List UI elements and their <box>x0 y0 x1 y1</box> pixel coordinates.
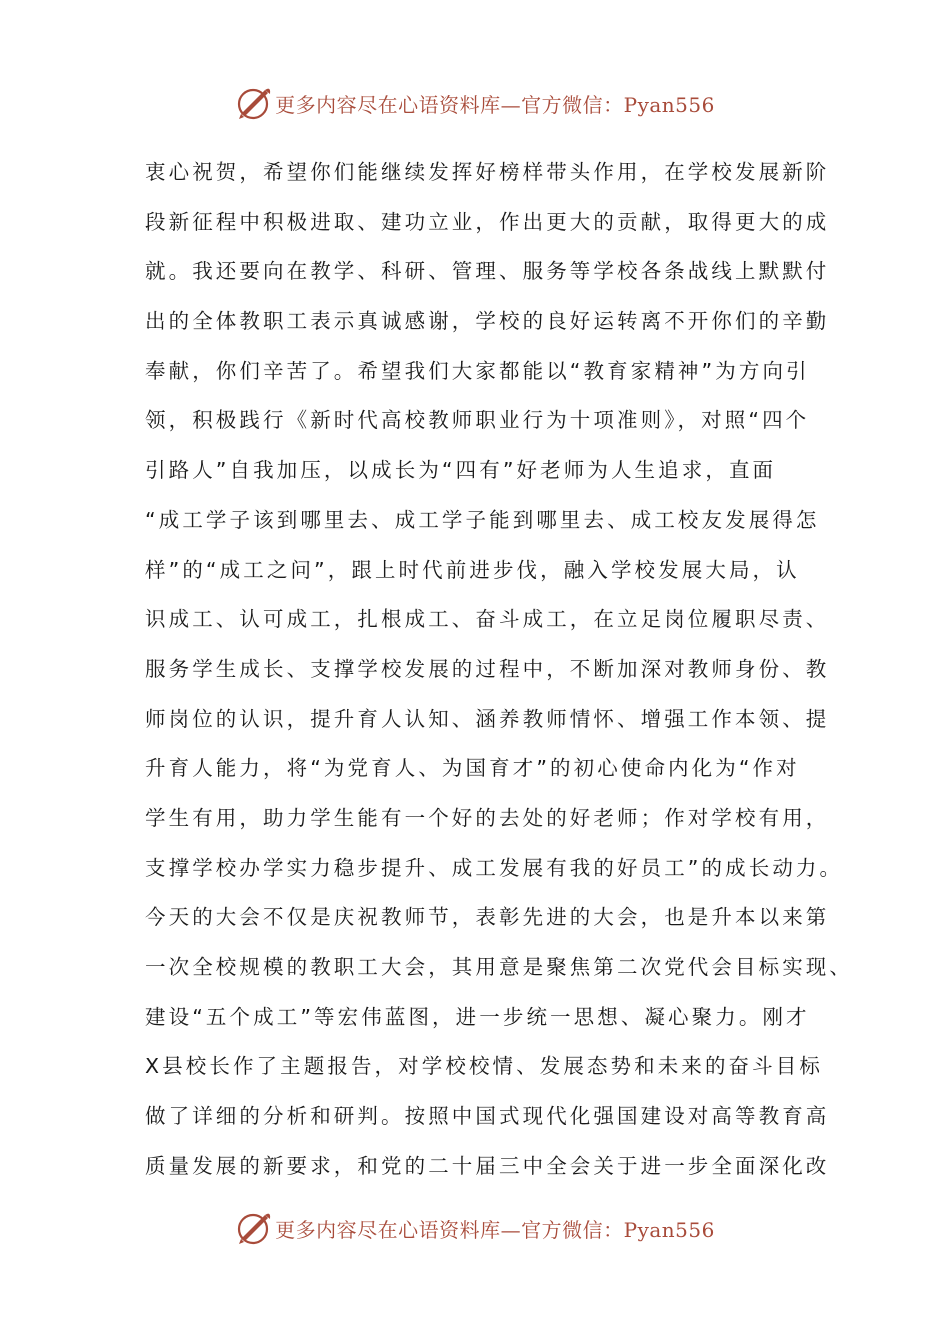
text-line: 今天的大会不仅是庆祝教师节，表彰先进的大会，也是升本以来第 <box>145 905 830 930</box>
text-line: 做了详细的分析和研判。按照中国式现代化强国建设对高等教育高 <box>145 1104 830 1129</box>
text-line: 样”的“成工之问”，跟上时代前进步伐，融入学校发展大局，认 <box>145 557 800 582</box>
text-line: 服务学生成长、支撑学校发展的过程中，不断加深对教师身份、教 <box>145 656 830 681</box>
footer-watermark-text: 更多内容尽在心语资料库—官方微信：Pyan556 <box>275 1217 715 1242</box>
pen-quill-logo-icon <box>235 84 273 122</box>
text-line: 领，积极践行《新时代高校教师职业行为十项准则》，对照“四个 <box>145 408 810 433</box>
text-line: 引路人”自我加压，以成长为“四有”好老师为人生追求，直面 <box>145 458 777 483</box>
text-line: 段新征程中积极进取、建功立业，作出更大的贡献，取得更大的成 <box>145 209 830 234</box>
text-line: 质量发展的新要求，和党的二十届三中全会关于进一步全面深化改 <box>145 1153 830 1178</box>
text-line: 建设“五个成工”等宏伟蓝图，进一步统一思想、凝心聚力。刚才 <box>145 1004 810 1029</box>
text-line: 出的全体教职工表示真诚感谢，学校的良好运转离不开你们的辛勤 <box>145 309 830 334</box>
text-line: 识成工、认可成工，扎根成工、奋斗成工，在立足岗位履职尽责、 <box>145 607 830 632</box>
text-line: 衷心祝贺，希望你们能继续发挥好榜样带头作用，在学校发展新阶 <box>145 160 830 184</box>
text-line: 奉献，你们辛苦了。希望我们大家都能以“教育家精神”为方向引 <box>145 358 810 383</box>
text-line: 升育人能力，将“为党育人、为国育才”的初心使命内化为“作对 <box>145 756 800 781</box>
text-line: 就。我还要向在教学、科研、管理、服务等学校各条战线上默默付 <box>145 259 830 284</box>
text-line: “成工学子该到哪里去、成工学子能到哪里去、成工校友发展得怎 <box>145 507 820 532</box>
text-line: X县校长作了主题报告，对学校校情、发展态势和未来的奋斗目标 <box>145 1054 823 1079</box>
footer-watermark-banner <box>0 1206 950 1250</box>
header-watermark-text: 更多内容尽在心语资料库—官方微信：Pyan556 <box>275 92 715 117</box>
text-line: 一次全校规模的教职工大会，其用意是聚焦第二次党代会目标实现、 <box>145 955 853 979</box>
text-line: 师岗位的认识，提升育人认知、涵养教师情怀、增强工作本领、提 <box>145 706 830 731</box>
header-watermark-banner <box>0 81 950 125</box>
document-body <box>145 148 853 1191</box>
pen-quill-logo-icon <box>235 1209 273 1247</box>
text-line: 学生有用，助力学生能有一个好的去处的好老师；作对学校有用， <box>145 805 830 830</box>
text-line: 支撑学校办学实力稳步提升、成工发展有我的好员工”的成长动力。 <box>145 855 844 880</box>
